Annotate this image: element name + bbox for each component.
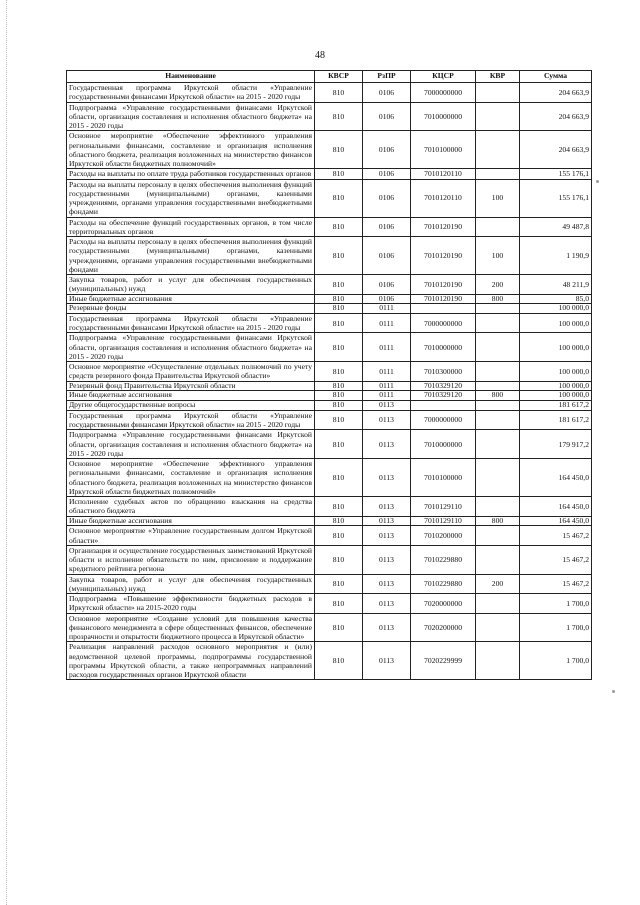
row-rzpr: 0113 (363, 410, 411, 430)
row-kcsr: 7010120190 (411, 237, 476, 275)
row-kcsr: 7000000000 (411, 410, 476, 430)
table-row (67, 169, 592, 179)
row-kvsr: 810 (315, 574, 363, 594)
row-kvsr: 810 (315, 381, 363, 391)
row-sum: 1 700,0 (520, 594, 592, 614)
row-name: Подпрограмма «Управление государственными финансами Иркутской области, организация составления и исполнения областного бюджета» на 2015 - 2020 годы (67, 102, 315, 131)
row-kvr (476, 304, 520, 314)
row-kvsr: 810 (315, 169, 363, 179)
row-kcsr: 7010000000 (411, 430, 476, 459)
row-rzpr: 0113 (363, 459, 411, 497)
row-name: Основное мероприятие «Создание условий для повышения качества финансового менеджмента в сфере общественных финансов, обеспечение прозрачности и открытости бюджетного процесса в Иркутской области» (67, 613, 315, 642)
row-sum: 15 467,2 (520, 526, 592, 546)
table-row (67, 179, 592, 217)
table-row (67, 362, 592, 382)
row-kvr (476, 497, 520, 517)
table-row (67, 304, 592, 314)
row-name: Государственная программа Иркутской области «Управление государственными финансами Иркутской области» на 2015 - 2020 годы (67, 410, 315, 430)
row-kcsr: 7020000000 (411, 594, 476, 614)
row-sum: 204 663,9 (520, 83, 592, 103)
row-sum: 164 450,0 (520, 459, 592, 497)
row-name: Расходы на выплаты персоналу в целях обеспечения выполнения функций государственными (муниципальными) органами, казенными учреждениями, органами управления государственными внебюджетными фондами (67, 237, 315, 275)
row-kcsr (411, 401, 476, 411)
table-row (67, 410, 592, 430)
row-sum: 204 663,9 (520, 102, 592, 131)
row-kcsr: 7010229880 (411, 545, 476, 574)
table-row (67, 594, 592, 614)
row-kvr (476, 459, 520, 497)
row-kvr (476, 362, 520, 382)
row-sum: 100 000,0 (520, 381, 592, 391)
row-name: Резервный фонд Правительства Иркутской области (67, 381, 315, 391)
header-rzpr: РзПР (363, 71, 411, 83)
row-kvsr: 810 (315, 294, 363, 304)
row-kcsr (411, 304, 476, 314)
row-name: Реализация направлений расходов основного мероприятия и (или) ведомственной целевой программы, подпрограммы государственной программы Иркутской области, а также непрограммных направлений расходов государственных органов Иркутской области (67, 642, 315, 680)
table-row (67, 401, 592, 411)
row-kcsr: 7020200000 (411, 613, 476, 642)
row-kvsr: 810 (315, 594, 363, 614)
scan-speck (612, 690, 615, 693)
row-kvr (476, 594, 520, 614)
row-kvr (476, 410, 520, 430)
table-row (67, 313, 592, 333)
row-kvr (476, 430, 520, 459)
row-name: Основное мероприятие «Обеспечение эффективного управления региональными финансами, составление и организация исполнения областного бюджета, реализация возложенных на министерство финансов Иркутской области бюджетных полномочий» (67, 459, 315, 497)
row-kcsr: 7010000000 (411, 102, 476, 131)
row-kvsr: 810 (315, 410, 363, 430)
row-sum: 1 700,0 (520, 642, 592, 680)
row-kvsr: 810 (315, 430, 363, 459)
row-rzpr: 0113 (363, 574, 411, 594)
row-rzpr: 0111 (363, 313, 411, 333)
row-rzpr: 0111 (363, 304, 411, 314)
row-kvsr: 810 (315, 333, 363, 362)
row-kvr (476, 333, 520, 362)
table-row (67, 131, 592, 169)
row-rzpr: 0106 (363, 294, 411, 304)
budget-table (66, 70, 592, 680)
row-kvr (476, 83, 520, 103)
row-sum: 204 663,9 (520, 131, 592, 169)
row-kvr (476, 642, 520, 680)
row-kcsr: 7010200000 (411, 526, 476, 546)
table-row (67, 516, 592, 526)
row-sum: 155 176,1 (520, 169, 592, 179)
page-number: 48 (315, 50, 325, 61)
row-kvr (476, 217, 520, 237)
row-kvr (476, 613, 520, 642)
row-name: Закупка товаров, работ и услуг для обеспечения государственных (муниципальных) нужд (67, 275, 315, 295)
row-kcsr: 7010329120 (411, 381, 476, 391)
scan-left-edge (0, 0, 7, 905)
row-rzpr: 0113 (363, 497, 411, 517)
row-rzpr: 0106 (363, 275, 411, 295)
row-kcsr: 7010300000 (411, 362, 476, 382)
row-kvsr: 810 (315, 102, 363, 131)
row-kvsr: 810 (315, 237, 363, 275)
table-row (67, 613, 592, 642)
table-row (67, 237, 592, 275)
table-row (67, 333, 592, 362)
table-row (67, 294, 592, 304)
row-sum: 48 211,9 (520, 275, 592, 295)
scan-speck (596, 180, 599, 183)
row-kvr (476, 526, 520, 546)
table-row (67, 430, 592, 459)
row-sum: 15 467,2 (520, 545, 592, 574)
row-kcsr: 7010129110 (411, 497, 476, 517)
row-sum: 85,0 (520, 294, 592, 304)
row-sum: 181 617,2 (520, 401, 592, 411)
row-kvsr: 810 (315, 497, 363, 517)
table-row (67, 526, 592, 546)
row-kcsr: 7020229999 (411, 642, 476, 680)
row-sum: 49 487,8 (520, 217, 592, 237)
row-rzpr: 0113 (363, 545, 411, 574)
row-sum: 100 000,0 (520, 362, 592, 382)
row-kcsr: 7010100000 (411, 131, 476, 169)
row-kcsr: 7000000000 (411, 83, 476, 103)
row-kcsr: 7010120190 (411, 275, 476, 295)
row-kvr (476, 545, 520, 574)
row-name: Подпрограмма «Управление государственными финансами Иркутской области, организация составления и исполнения областного бюджета» на 2015 - 2020 годы (67, 430, 315, 459)
row-name: Резервные фонды (67, 304, 315, 314)
row-sum: 100 000,0 (520, 313, 592, 333)
row-name: Государственная программа Иркутской области «Управление государственными финансами Иркутской области» на 2015 - 2020 годы (67, 83, 315, 103)
row-kvsr: 810 (315, 217, 363, 237)
table-header-row (67, 71, 592, 83)
row-kvsr: 810 (315, 179, 363, 217)
row-sum: 181 617,2 (520, 410, 592, 430)
row-name: Другие общегосударственные вопросы (67, 401, 315, 411)
table-row (67, 83, 592, 103)
row-kcsr: 7010120190 (411, 217, 476, 237)
header-kvr: КВР (476, 71, 520, 83)
row-kvr: 100 (476, 179, 520, 217)
row-rzpr: 0111 (363, 333, 411, 362)
table-row (67, 102, 592, 131)
row-rzpr: 0111 (363, 362, 411, 382)
row-rzpr: 0106 (363, 179, 411, 217)
row-name: Организация и осуществление государственных заимствований Иркутской области и исполнение обязательств по ним, присвоение и поддержание кредитного рейтинга региона (67, 545, 315, 574)
row-rzpr: 0106 (363, 102, 411, 131)
row-kcsr: 7010229880 (411, 574, 476, 594)
row-name: Закупка товаров, работ и услуг для обеспечения государственных (муниципальных) нужд (67, 574, 315, 594)
row-sum: 1 700,0 (520, 613, 592, 642)
row-kvsr: 810 (315, 401, 363, 411)
row-kcsr: 7010120190 (411, 294, 476, 304)
row-kvsr: 810 (315, 83, 363, 103)
row-rzpr: 0113 (363, 613, 411, 642)
row-kcsr: 7010120110 (411, 169, 476, 179)
row-rzpr: 0113 (363, 516, 411, 526)
row-rzpr: 0113 (363, 401, 411, 411)
row-kvr: 800 (476, 294, 520, 304)
row-rzpr: 0106 (363, 217, 411, 237)
row-rzpr: 0111 (363, 381, 411, 391)
row-kvr: 200 (476, 574, 520, 594)
row-kvsr: 810 (315, 516, 363, 526)
row-rzpr: 0113 (363, 526, 411, 546)
header-sum: Сумма (520, 71, 592, 83)
row-name: Основное мероприятие «Управление государственным долгом Иркутской области» (67, 526, 315, 546)
table-row (67, 574, 592, 594)
row-kvsr: 810 (315, 459, 363, 497)
row-name: Расходы на выплаты персоналу в целях обеспечения выполнения функций государственными (муниципальными) органами, казенными учреждениями, органами управления государственными внебюджетными фондами (67, 179, 315, 217)
row-kvr (476, 131, 520, 169)
row-name: Иные бюджетные ассигнования (67, 391, 315, 401)
row-name: Иные бюджетные ассигнования (67, 516, 315, 526)
row-kvsr: 810 (315, 526, 363, 546)
row-kcsr: 7000000000 (411, 313, 476, 333)
row-name: Иные бюджетные ассигнования (67, 294, 315, 304)
row-rzpr: 0113 (363, 430, 411, 459)
row-kcsr: 7010000000 (411, 333, 476, 362)
row-name: Подпрограмма «Управление государственными финансами Иркутской области, организация составления и исполнения областного бюджета» на 2015 - 2020 годы (67, 333, 315, 362)
row-kvsr: 810 (315, 391, 363, 401)
row-kvsr: 810 (315, 362, 363, 382)
row-kcsr: 7010329120 (411, 391, 476, 401)
row-name: Основное мероприятие «Осуществление отдельных полномочий по учету средств резервного фонда Правительства Иркутской области» (67, 362, 315, 382)
row-sum: 100 000,0 (520, 304, 592, 314)
row-kvr (476, 169, 520, 179)
row-rzpr: 0113 (363, 594, 411, 614)
row-kvr: 800 (476, 391, 520, 401)
header-name: Наименование (67, 71, 315, 83)
row-sum: 100 000,0 (520, 333, 592, 362)
row-kcsr: 7010120110 (411, 179, 476, 217)
table-row (67, 459, 592, 497)
row-kvr (476, 102, 520, 131)
row-name: Основное мероприятие «Обеспечение эффективного управления региональными финансами, составление и организация исполнения областного бюджета, реализация возложенных на министерство финансов Иркутской области бюджетных полномочий» (67, 131, 315, 169)
row-kvr: 200 (476, 275, 520, 295)
table-row (67, 275, 592, 295)
row-kvsr: 810 (315, 313, 363, 333)
row-kvr (476, 401, 520, 411)
row-rzpr: 0106 (363, 237, 411, 275)
table-row (67, 545, 592, 574)
row-rzpr: 0111 (363, 391, 411, 401)
row-kvr (476, 313, 520, 333)
header-kcsr: КЦСР (411, 71, 476, 83)
table-row (67, 642, 592, 680)
row-kvsr: 810 (315, 131, 363, 169)
row-name: Расходы на обеспечение функций государственных органов, в том числе территориальных органов (67, 217, 315, 237)
row-kvr: 100 (476, 237, 520, 275)
row-sum: 15 467,2 (520, 574, 592, 594)
row-kvsr: 810 (315, 275, 363, 295)
row-name: Государственная программа Иркутской области «Управление государственными финансами Иркутской области» на 2015 - 2020 годы (67, 313, 315, 333)
header-kvsr: КВСР (315, 71, 363, 83)
table-row (67, 217, 592, 237)
row-sum: 155 176,1 (520, 179, 592, 217)
row-sum: 179 917,2 (520, 430, 592, 459)
row-name: Подпрограмма «Повышение эффективности бюджетных расходов в Иркутской области» на 2015-2020 годы (67, 594, 315, 614)
row-name: Расходы на выплаты по оплате труда работников государственных органов (67, 169, 315, 179)
row-kvsr: 810 (315, 613, 363, 642)
row-sum: 164 450,0 (520, 497, 592, 517)
row-rzpr: 0106 (363, 169, 411, 179)
row-kcsr: 7010100000 (411, 459, 476, 497)
row-sum: 1 190,9 (520, 237, 592, 275)
row-sum: 164 450,0 (520, 516, 592, 526)
row-rzpr: 0106 (363, 83, 411, 103)
row-kvsr: 810 (315, 642, 363, 680)
row-rzpr: 0113 (363, 642, 411, 680)
row-kcsr: 7010129110 (411, 516, 476, 526)
row-rzpr: 0106 (363, 131, 411, 169)
row-sum: 100 000,0 (520, 391, 592, 401)
row-name: Исполнение судебных актов по обращению взыскания на средства областного бюджета (67, 497, 315, 517)
table-row (67, 497, 592, 517)
row-kvr: 800 (476, 516, 520, 526)
row-kvsr: 810 (315, 545, 363, 574)
row-kvsr: 810 (315, 304, 363, 314)
